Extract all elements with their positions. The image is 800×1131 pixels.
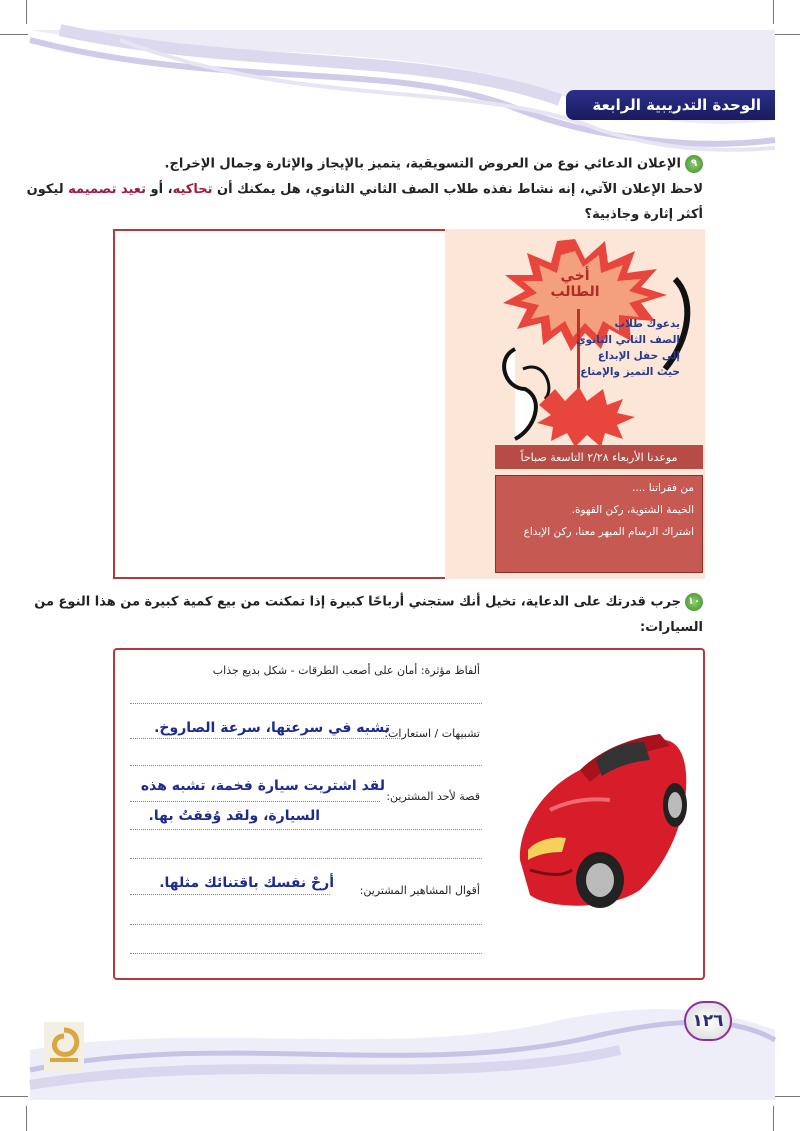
q9-line-1: ٩الإعلان الدعائي نوع من العروض التسويقية، يتميز بالإيجاز والإثارة وجمال الإخراج.: [165, 155, 703, 173]
q10-number-badge: ١٠: [685, 593, 703, 611]
footer-wave-decoration: [0, 990, 800, 1131]
similes-label: تشبيهات / استعارات:: [384, 727, 480, 740]
unit-title-banner: [566, 90, 775, 120]
publisher-logo-icon: [44, 1022, 84, 1072]
celebs-answer: أرحْ نفسك باقتنائك مثلها.: [159, 875, 334, 891]
page-number: ١٢٦: [692, 1011, 724, 1031]
red-sports-car-image: [510, 720, 694, 920]
writing-line: [130, 858, 482, 859]
story-answer-line-2: السيارة، ولقد وُفقتُ بها.: [148, 808, 320, 824]
writing-line: [130, 953, 482, 954]
writing-line: [130, 703, 482, 704]
poster-extras-item: الخيمة الشتوية، ركن القهوة.: [571, 504, 694, 516]
poster-extras-title: من فقراتنا ....: [632, 482, 694, 494]
header-wave-decoration: [0, 0, 800, 170]
writing-line: [130, 894, 330, 895]
q10-line-1: ١٠جرب قدرتك على الدعاية، تخيل أنك ستجني أرباحًا كبيرة إذا تمكنت من بيع كمية كبيرة من هذا النوع من: [34, 593, 703, 611]
story-label: قصة لأحد المشترين:: [386, 790, 480, 803]
poster-extras-item: اشتراك الرسام المبهر معنا، ركن الإبداع: [523, 526, 694, 538]
keywords-label: ألفاظ مؤثرة: أمان على أصعب الطرقات - شكل بديع جذاب: [212, 664, 480, 677]
q9-line-2: لاحظ الإعلان الآتي، إنه نشاط نفذه طلاب الصف الثاني الثانوي، هل يمكنك أن تحاكيه، أو تعيد تصميمه ليكون: [26, 182, 703, 197]
writing-line: [130, 738, 400, 739]
writing-line: [130, 924, 482, 925]
q10-line-2: السيارات:: [640, 620, 703, 635]
writing-line: [130, 765, 482, 766]
similes-answer: تشبه في سرعتها، سرعة الصاروخ.: [154, 720, 390, 736]
page-number-badge: [684, 1001, 732, 1041]
q9-number-badge: ٩: [685, 155, 703, 173]
poster-title: أخي الطالب: [550, 268, 600, 300]
celebs-label: أقوال المشاهير المشترين:: [359, 884, 480, 897]
poster-extras-box: [495, 475, 703, 573]
poster-date: موعدنا الأربعاء ٢/٢٨ التاسعة صباحاً: [495, 445, 703, 469]
story-answer-line-1: لقد اشتريت سيارة فخمة، تشبه هذه: [140, 778, 385, 794]
q9-line-3: أكثر إثارة وجاذبية؟: [584, 207, 703, 222]
unit-title: الوحدة التدريبية الرابعة: [592, 96, 761, 114]
writing-line: [130, 801, 380, 802]
poster-invite-text: يدعوك طلاب الصف الثاني الثانوي إلى حفل الإبداع حيث التميز والإمتاع: [576, 318, 680, 378]
writing-line: [130, 829, 482, 830]
